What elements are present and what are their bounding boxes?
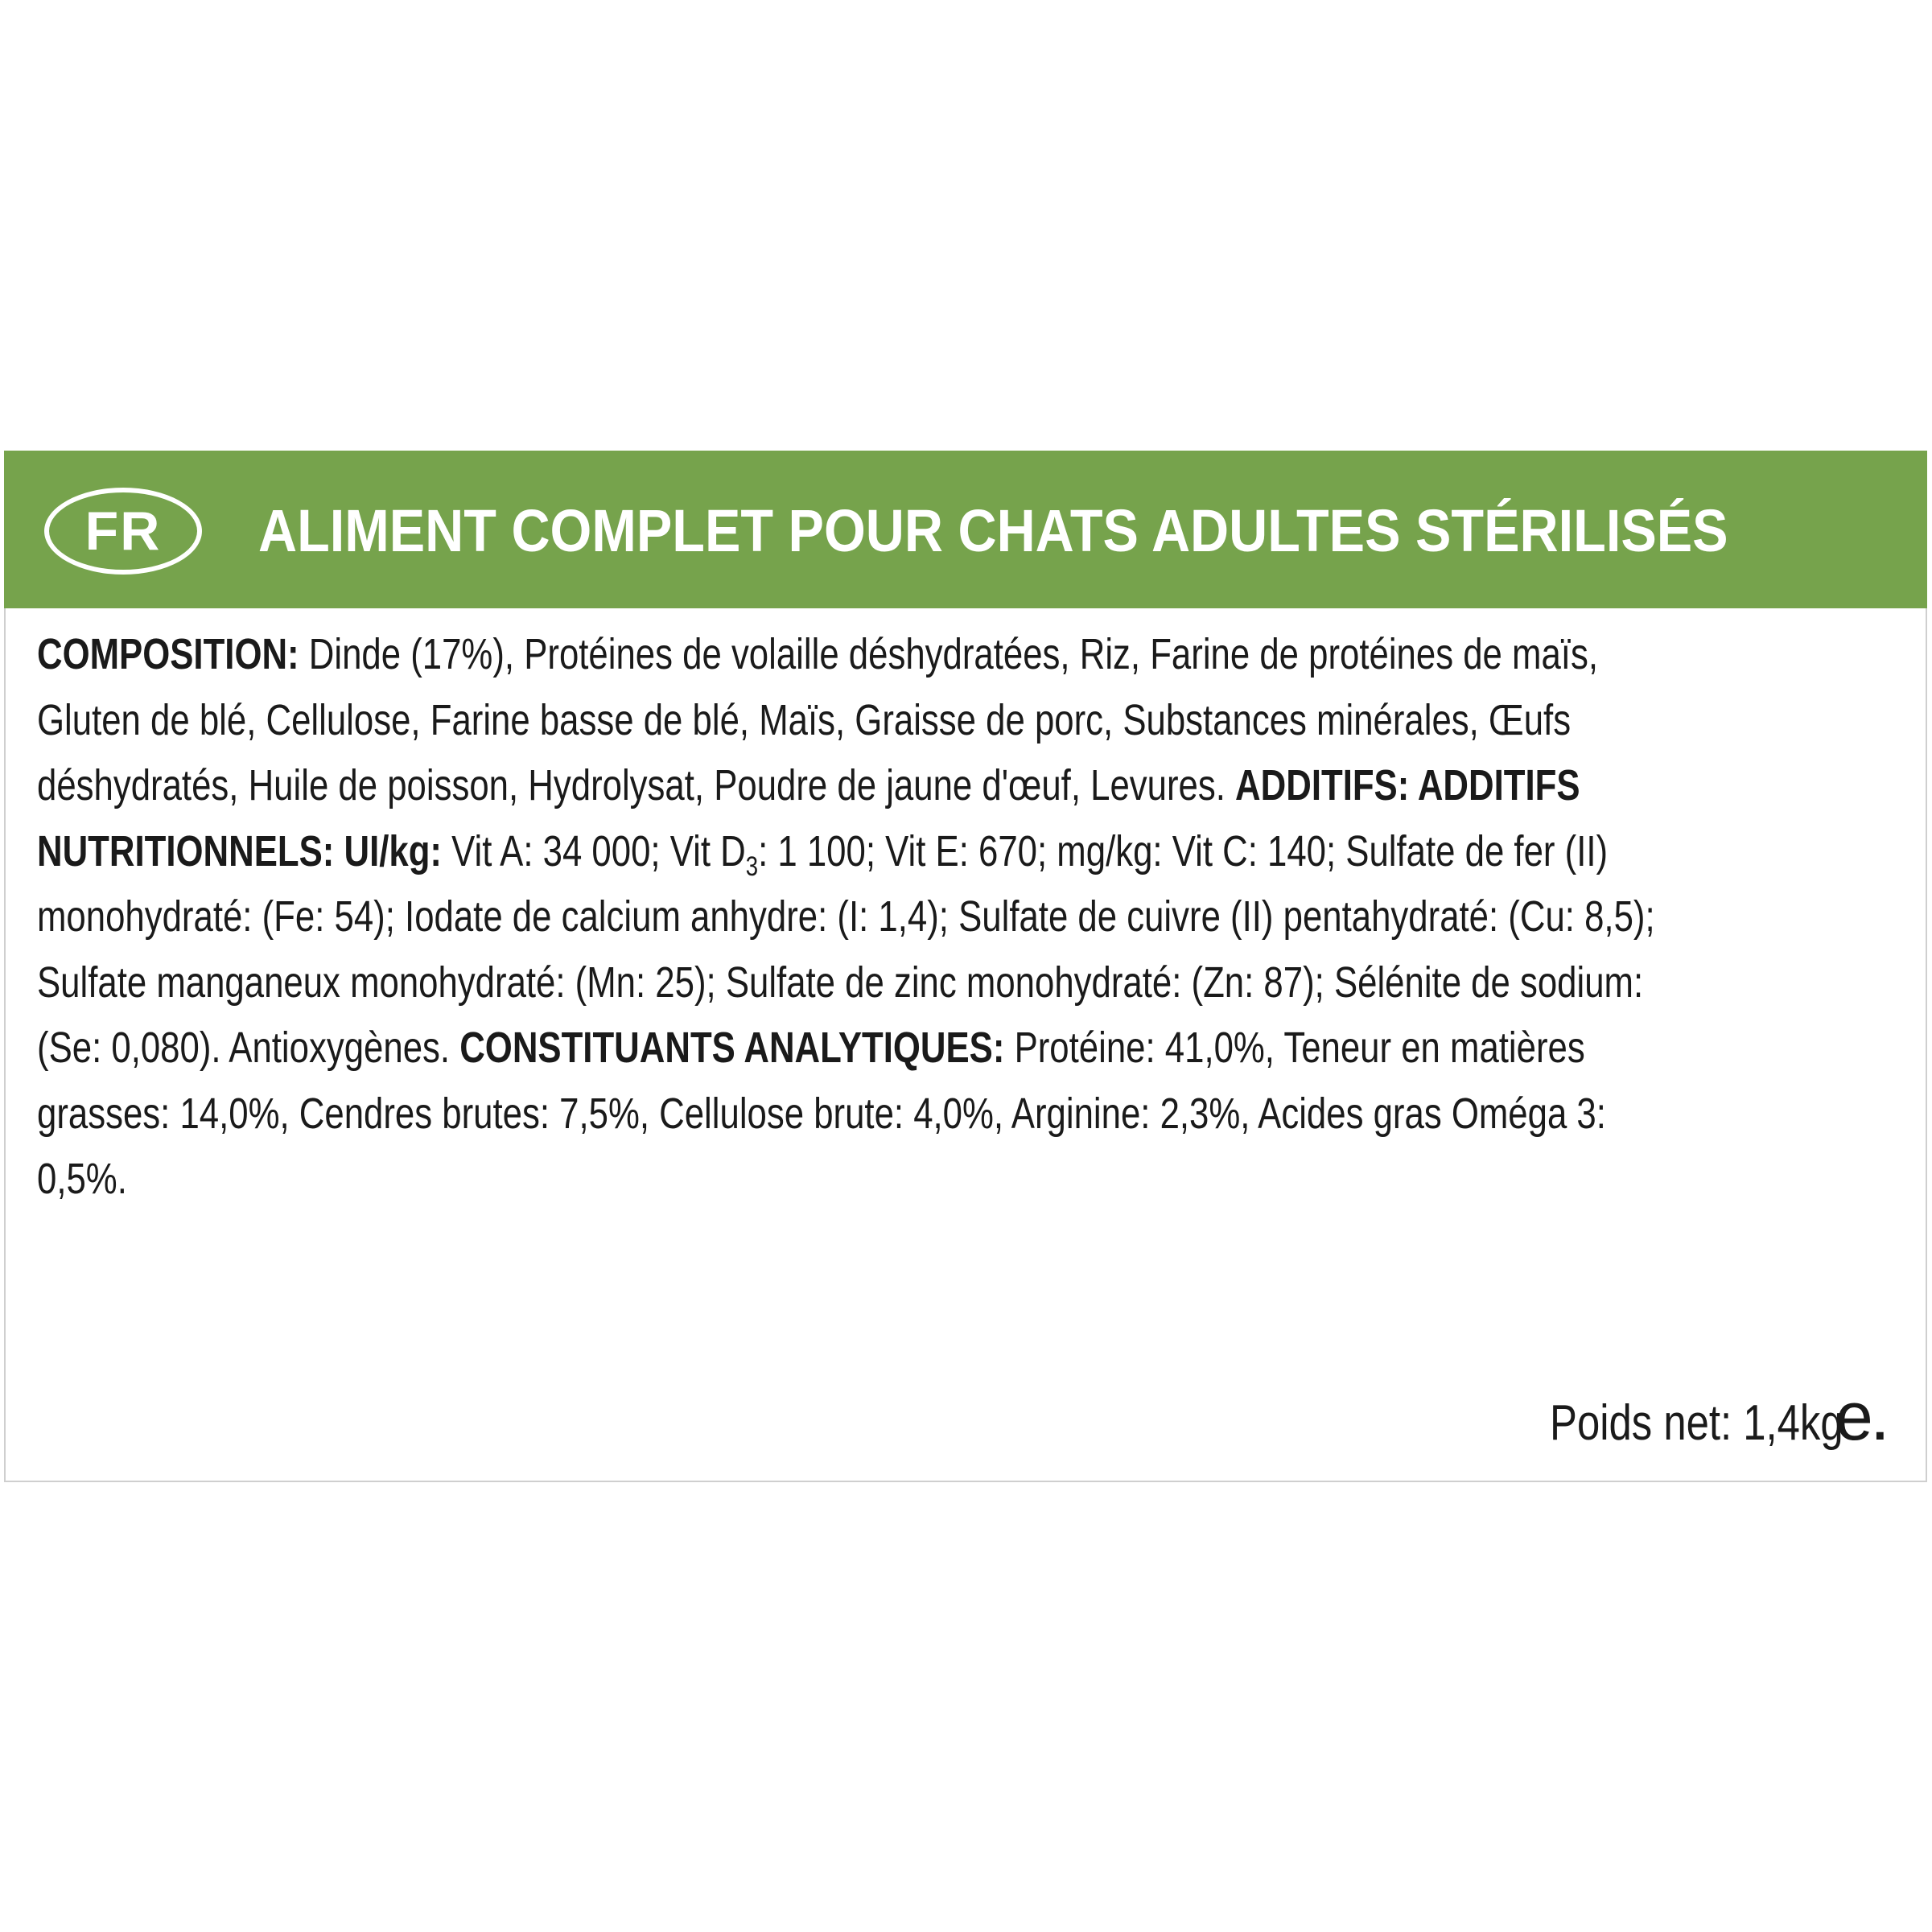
estimated-sign-dot: .	[1872, 1395, 1887, 1451]
language-badge: FR	[44, 488, 202, 575]
vitamin-d-subscript: 3	[745, 851, 759, 882]
product-title: ALIMENT COMPLET POUR CHATS ADULTES STÉRILISÉS	[258, 497, 1728, 564]
estimated-sign-icon: e	[1835, 1378, 1873, 1454]
net-weight-text: Poids net: 1,4kg	[1550, 1395, 1844, 1451]
additives-label: ADDITIFS: ADDITIFS NUTRITIONNELS: UI/kg:	[37, 761, 1580, 875]
analytical-text: Protéine: 41,0%, Teneur en matières grasses: 14,0%, Cendres brutes: 7,5%, Cellulose brute: 4,0%, Arginine: 2,3%, Acides gras Oméga 3: 0,5%.	[37, 1024, 1606, 1203]
vitamin-d-value: : 1 100;	[758, 826, 875, 875]
additives-text: Vit E: 670; mg/kg: Vit C: 140; Sulfate de fer (II) monohydraté: (Fe: 54); Iodate de calcium anhydre: (I: 1,4); Sulfate de cuivre (II) pentahydraté: (Cu: 8,5); Sulfate manganeux monohydraté: (Mn: 25); Sulfate de zinc monohydraté: (Zn: 87); Sélénite de sodium: (Se: 0,080). Antioxygènes.	[37, 826, 1655, 1072]
ingredients-text	[37, 622, 1679, 1213]
header-band	[4, 451, 1927, 608]
analytical-label: CONSTITUANTS ANALYTIQUES:	[459, 1024, 1005, 1072]
composition-label: COMPOSITION:	[37, 630, 299, 678]
vitamin-d-prefix: Vit D	[669, 826, 746, 875]
net-weight	[1485, 1378, 1887, 1455]
vitamin-a: Vit A: 34 000;	[451, 826, 661, 875]
composition-text: Dinde (17%), Protéines de volaille déshydratées, Riz, Farine de protéines de maïs, Gluten de blé, Cellulose, Farine basse de blé, Maïs, Graisse de porc, Substances minérales, Œufs déshydratés, Huile de poisson, Hydrolysat, Poudre de jaune d'œuf, Levures.	[37, 630, 1598, 809]
